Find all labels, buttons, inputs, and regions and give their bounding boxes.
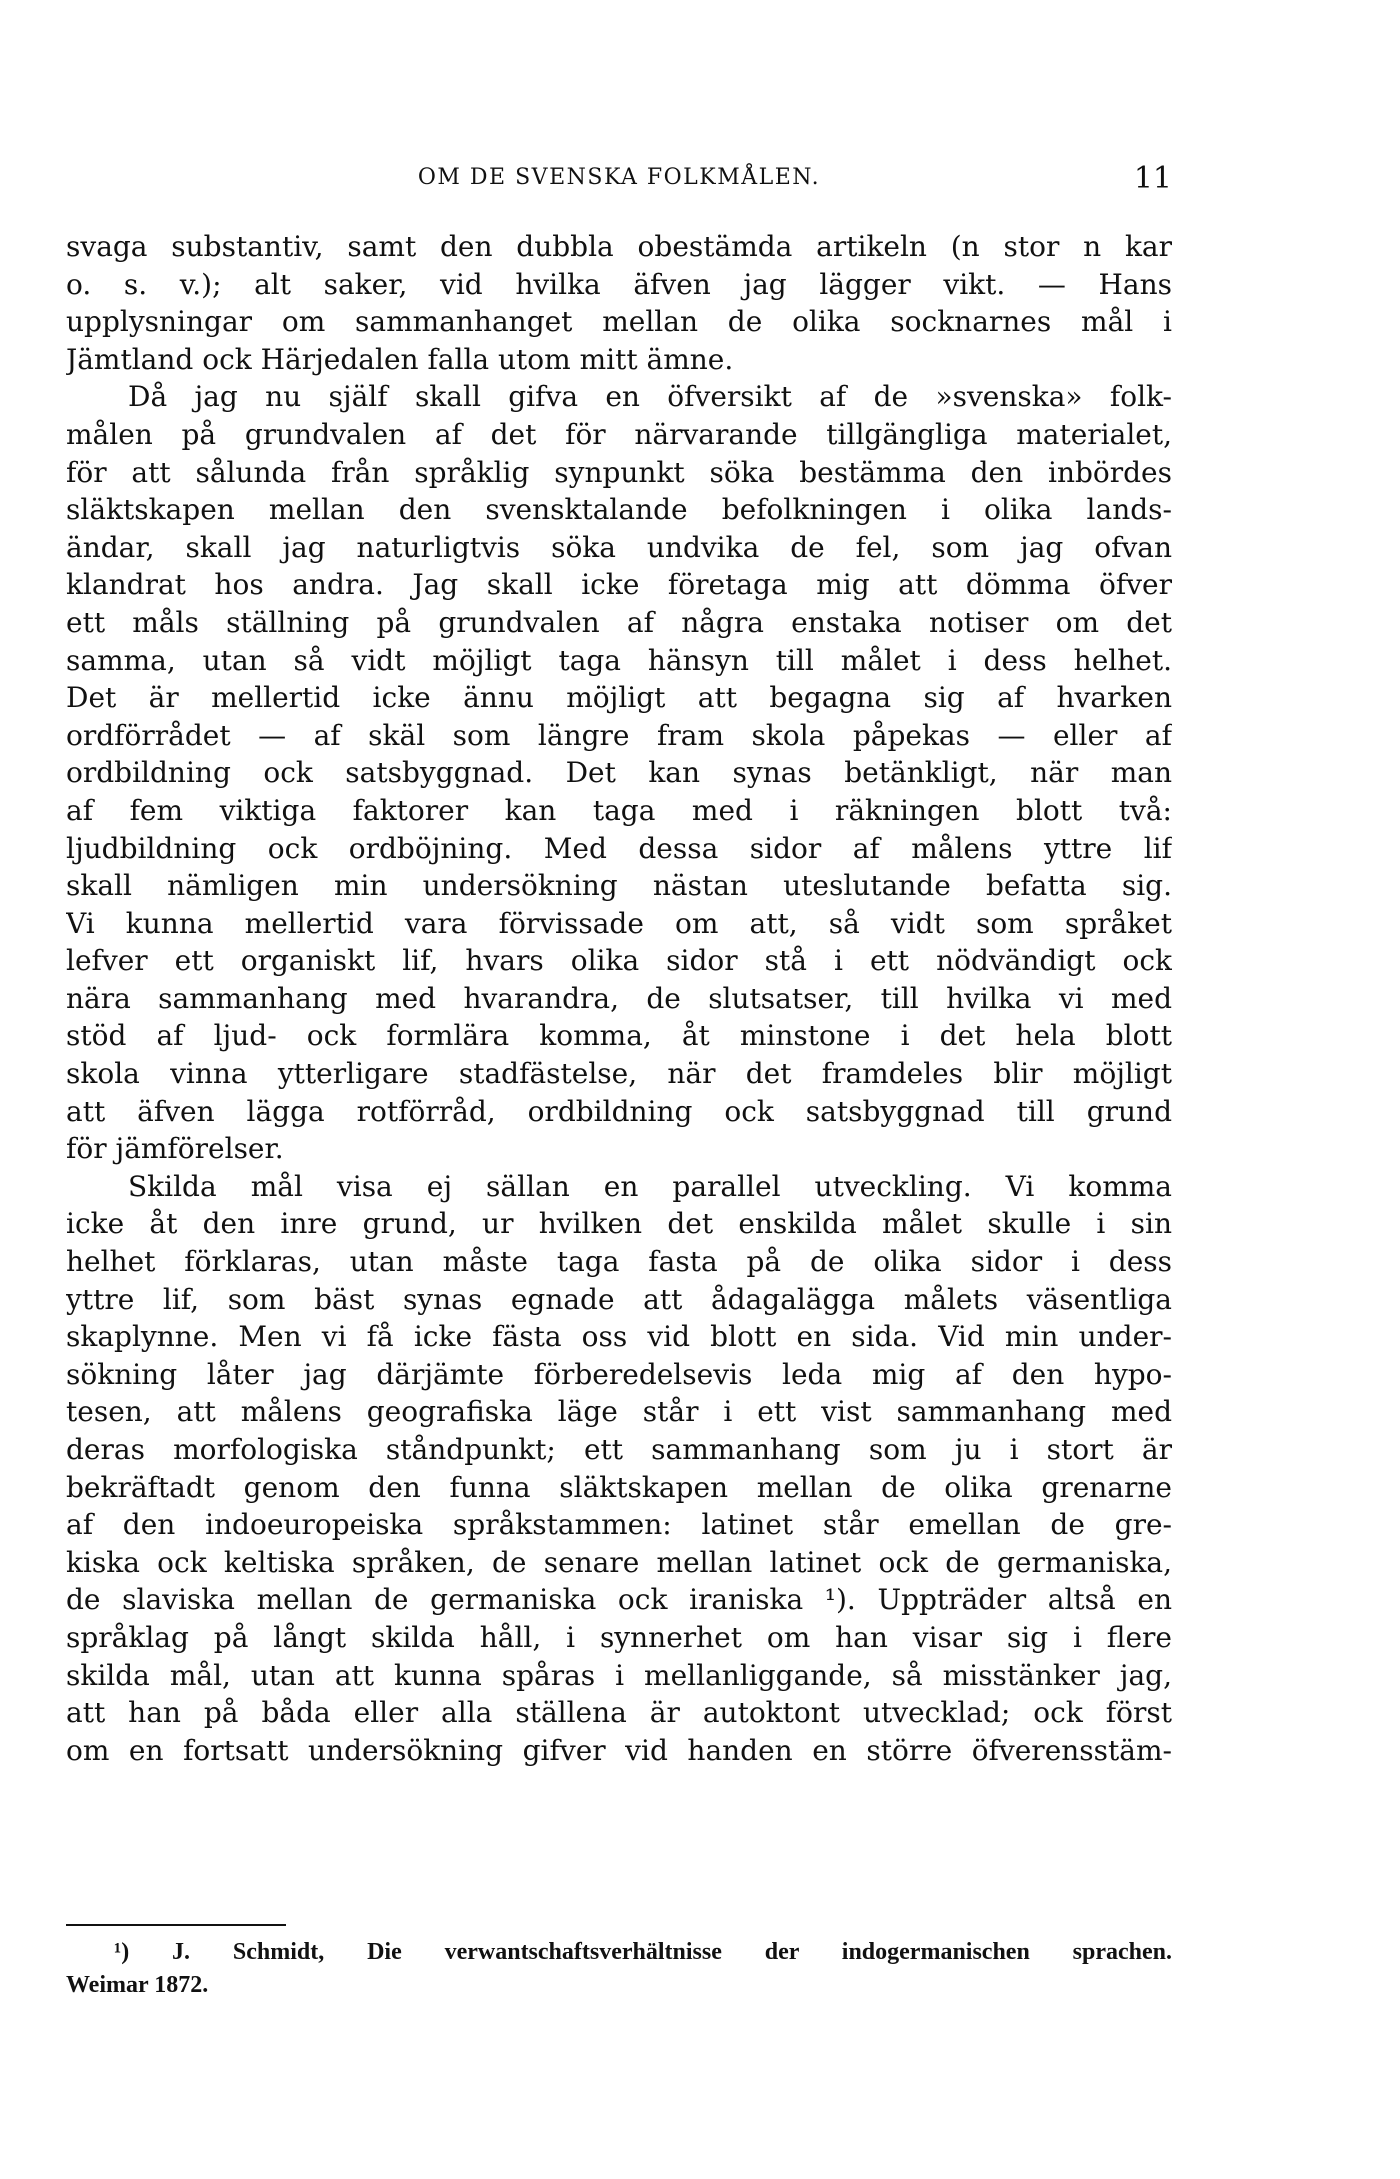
text-line: Jämtland ock Härjedalen falla utom mitt ämne. bbox=[66, 342, 734, 376]
text-line: deras morfologiska ståndpunkt; ett sammanhang som ju i stort är bbox=[66, 1433, 1172, 1466]
text-line: o. s. v.); alt saker, vid hvilka äfven jag lägger vikt. — Hans bbox=[66, 267, 1172, 301]
text-line: sökning låter jag därjämte förberedelsevis leda mig af den hypo- bbox=[66, 1357, 1172, 1391]
text-line: skola vinna ytterligare stadfästelse, när det framdeles blir möjligt bbox=[66, 1057, 1172, 1091]
text-line: för att sålunda från språklig synpunkt söka bestämma den inbördes bbox=[66, 455, 1172, 489]
text-line: yttre lif, som bäst synas egnade att ådagalägga målets väsentliga bbox=[66, 1282, 1172, 1316]
text-line: om en fortsatt undersökning gifver vid handen en större öfverensstäm- bbox=[66, 1733, 1172, 1767]
text-line: af fem viktiga faktorer kan taga med i räkningen blott två: bbox=[66, 793, 1172, 827]
text-line: tesen, att målens geografiska läge står i ett vist sammanhang med bbox=[66, 1395, 1172, 1429]
text-line: Skilda mål visa ej sällan en parallel utveckling. Vi komma bbox=[128, 1169, 1172, 1203]
text-line: samma, utan så vidt möjligt taga hänsyn till målet i dess helhet. bbox=[66, 643, 1172, 677]
text-line: släktskapen mellan den svensktalande befolkningen i olika lands- bbox=[66, 493, 1172, 527]
text-line: att han på båda eller alla ställena är autoktont utvecklad; ock först bbox=[66, 1696, 1172, 1730]
text-line: ljudbildning ock ordböjning. Med dessa sidor af målens yttre lif bbox=[66, 831, 1172, 865]
text-line: lefver ett organiskt lif, hvars olika sidor stå i ett nödvändigt ock bbox=[66, 944, 1172, 978]
running-title: OM DE SVENSKA FOLKMÅLEN. bbox=[417, 165, 821, 190]
text-line: språklag på långt skilda håll, i synnerhet om han visar sig i flere bbox=[66, 1620, 1172, 1654]
text-line: af den indoeuropeiska språkstammen: latinet står emellan de gre- bbox=[66, 1508, 1172, 1542]
text-line: att äfven lägga rotförråd, ordbildning ock satsbyggnad till grund bbox=[66, 1094, 1172, 1128]
footnote-line: ¹) J. Schmidt, Die verwantschaftsverhältnisse der indogermanischen sprachen. bbox=[114, 1939, 1172, 1965]
footnote-line: Weimar 1872. bbox=[66, 1972, 209, 1998]
text-line: målen på grundvalen af det för närvarande tillgängliga materialet, bbox=[66, 417, 1172, 451]
text-line: de slaviska mellan de germaniska ock iraniska ¹). Uppträder altså en bbox=[66, 1583, 1172, 1617]
text-line: kiska ock keltiska språken, de senare mellan latinet ock de germaniska, bbox=[66, 1545, 1172, 1579]
footnotes bbox=[66, 1936, 1172, 2002]
text-line: skaplynne. Men vi få icke fästa oss vid blott en sida. Vid min under- bbox=[66, 1320, 1172, 1354]
text-line: Då jag nu själf skall gifva en öfversikt af de »svenska» folk- bbox=[128, 380, 1172, 414]
text-line: ordbildning ock satsbyggnad. Det kan synas betänkligt, när man bbox=[66, 756, 1172, 790]
page-number: 11 bbox=[1133, 161, 1172, 196]
text-line: Det är mellertid icke ännu möjligt att begagna sig af hvarken bbox=[66, 681, 1172, 715]
page-header bbox=[66, 161, 1172, 205]
text-line: bekräftadt genom den funna släktskapen mellan de olika grenarne bbox=[66, 1470, 1172, 1504]
body-text bbox=[66, 228, 1172, 1769]
text-line: skall nämligen min undersökning nästan uteslutande befatta sig. bbox=[66, 869, 1172, 903]
text-line: icke åt den inre grund, ur hvilken det enskilda målet skulle i sin bbox=[66, 1207, 1172, 1241]
text-line: klandrat hos andra. Jag skall icke företaga mig att dömma öfver bbox=[66, 568, 1172, 602]
text-line: helhet förklaras, utan måste taga fasta på de olika sidor i dess bbox=[66, 1245, 1172, 1279]
text-line: upplysningar om sammanhanget mellan de olika socknarnes mål i bbox=[66, 305, 1172, 339]
text-line: skilda mål, utan att kunna spåras i mellanliggande, så misstänker jag, bbox=[66, 1658, 1172, 1692]
text-line: ett måls ställning på grundvalen af några enstaka notiser om det bbox=[66, 605, 1172, 639]
footnote-divider bbox=[66, 1924, 286, 1926]
text-line: svaga substantiv, samt den dubbla obestämda artikeln (n stor n kar bbox=[66, 230, 1172, 263]
text-line: för jämförelser. bbox=[66, 1132, 284, 1166]
text-line: Vi kunna mellertid vara förvissade om att, så vidt som språket bbox=[66, 906, 1172, 940]
text-line: stöd af ljud- ock formlära komma, åt minstone i det hela blott bbox=[66, 1019, 1172, 1053]
text-line: ändar, skall jag naturligtvis söka undvika de fel, som jag ofvan bbox=[66, 530, 1172, 564]
text-line: nära sammanhang med hvarandra, de slutsatser, till hvilka vi med bbox=[66, 981, 1172, 1015]
text-line: ordförrådet — af skäl som längre fram skola påpekas — eller af bbox=[66, 718, 1172, 752]
